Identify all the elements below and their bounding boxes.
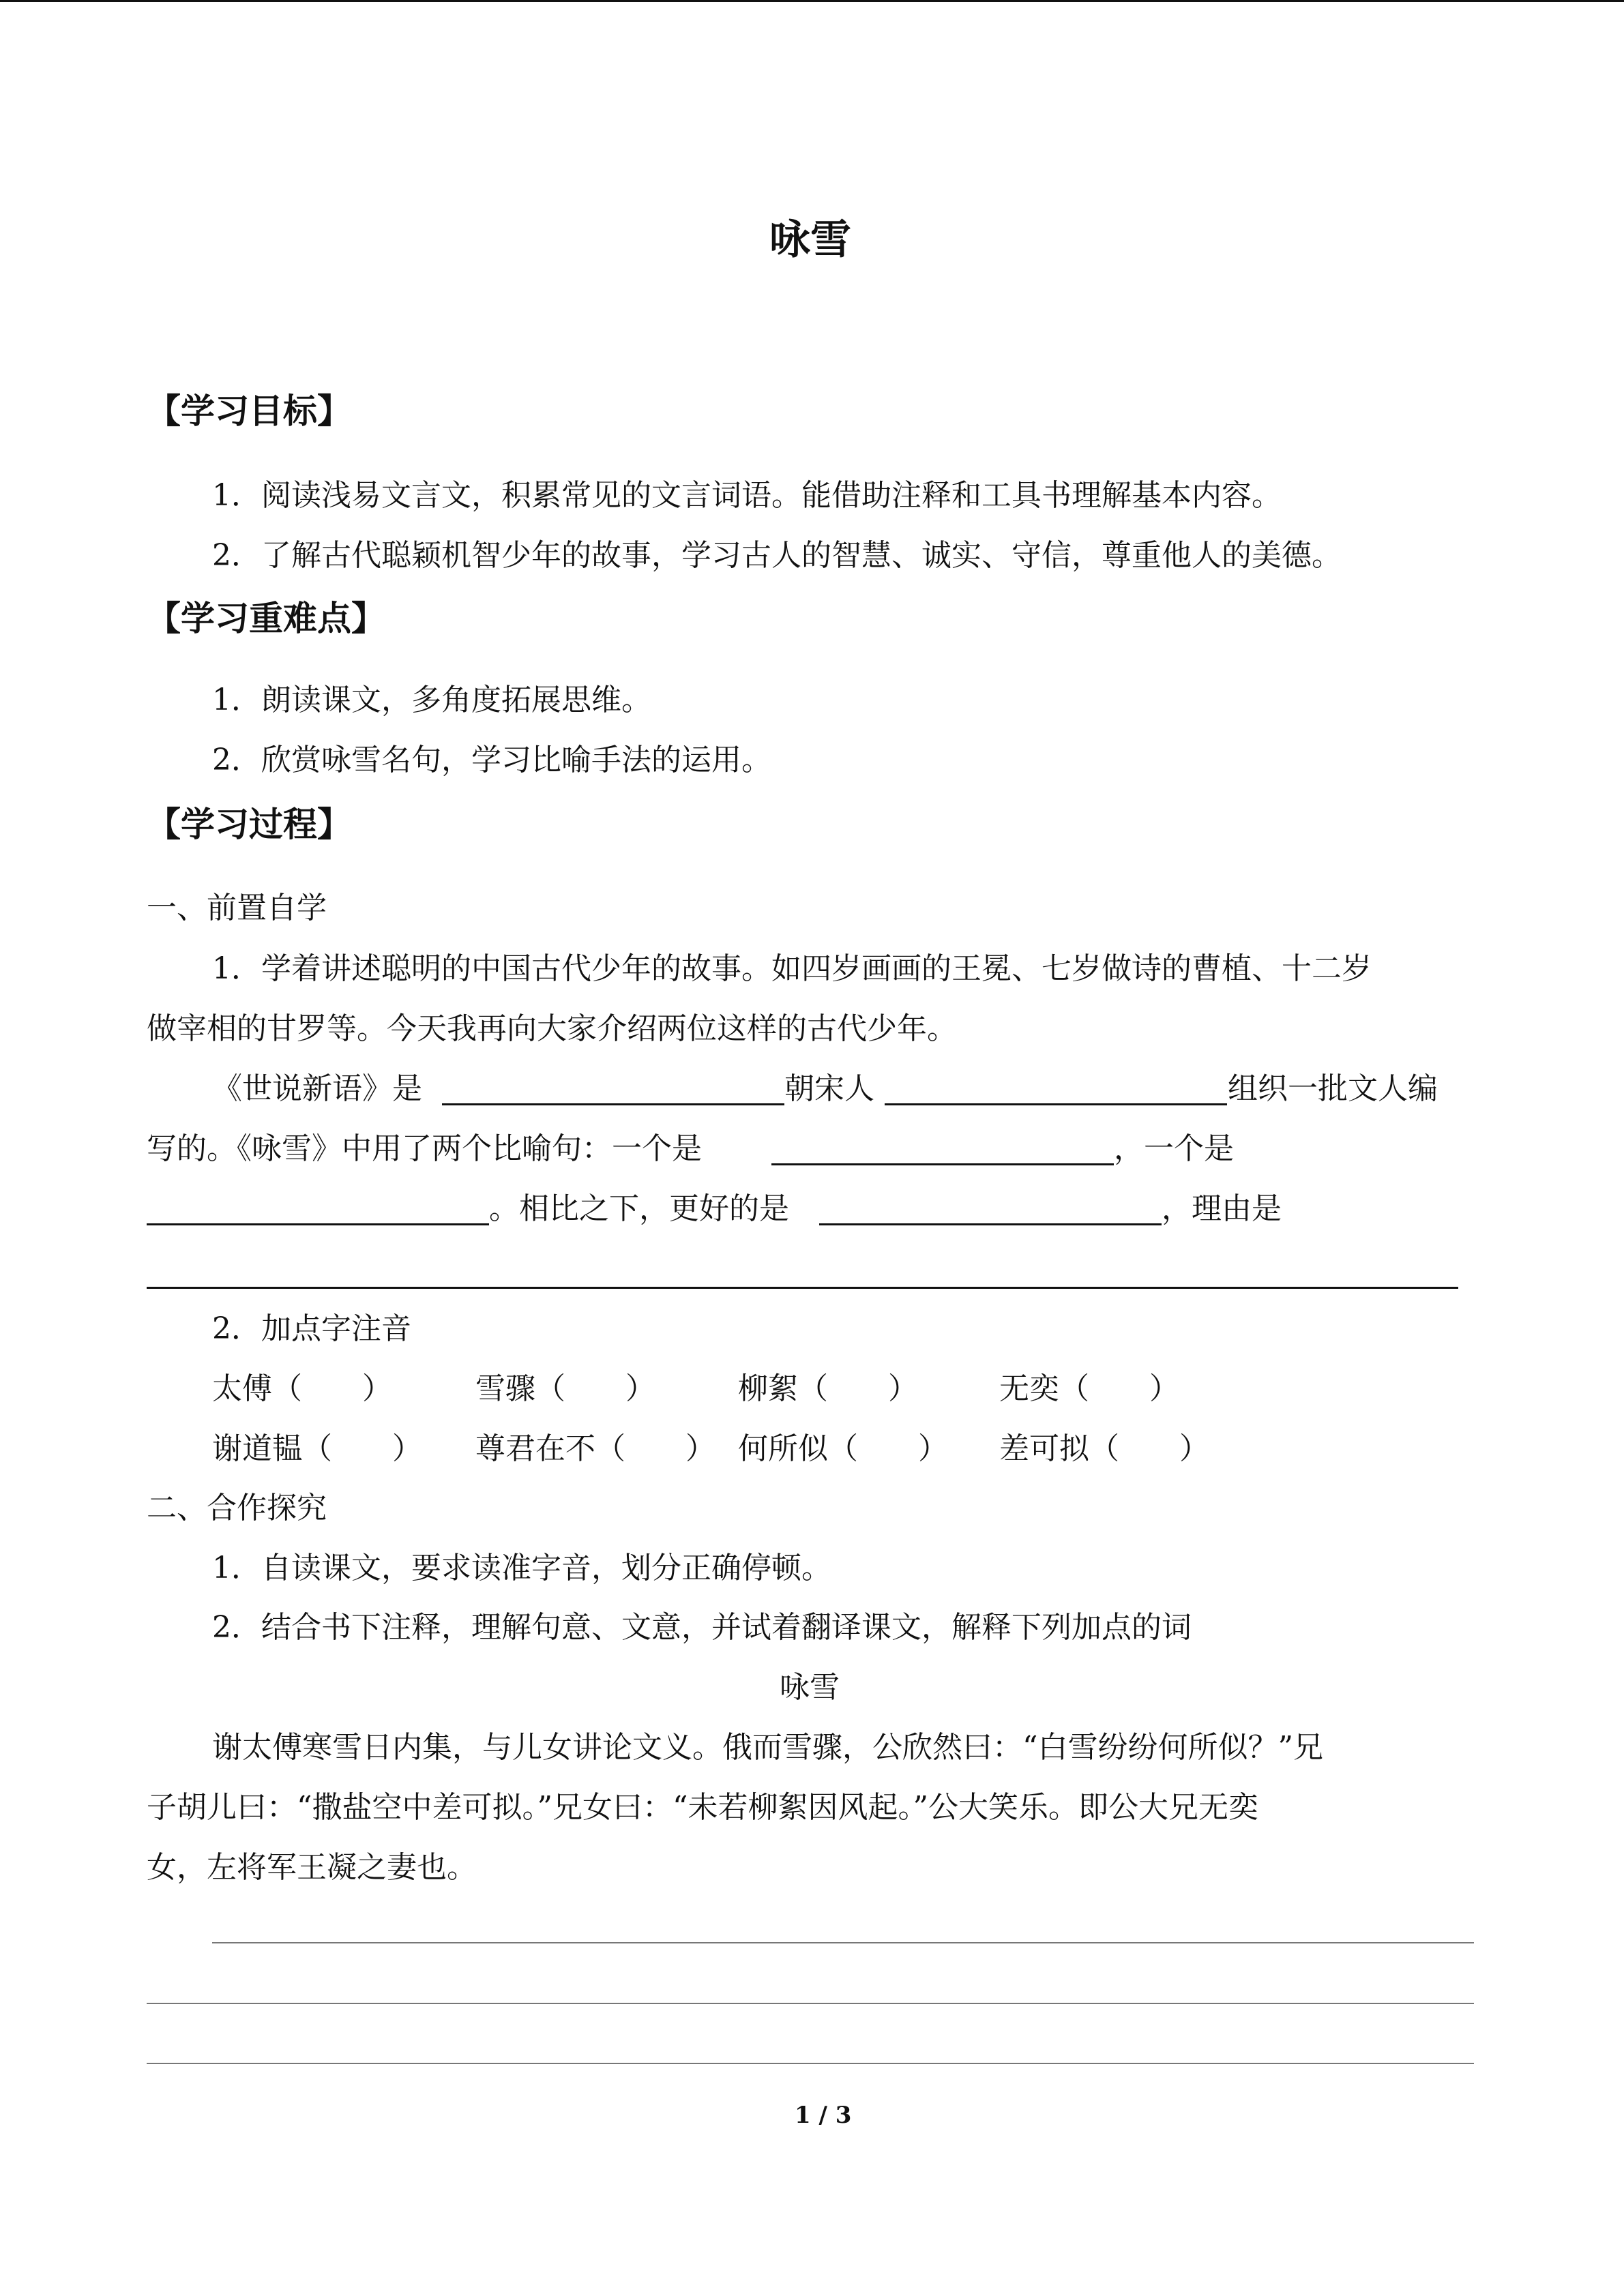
passage-title: 咏雪 xyxy=(780,1670,840,1705)
pinyin-item: 无奕（ ） xyxy=(999,1371,1179,1406)
fill-text-e: ，一个是 xyxy=(1114,1131,1234,1166)
objective-item: 1．阅读浅易文言文，积累常见的文言词语。能借助注释和工具书理解基本内容。 xyxy=(212,478,1282,513)
key-point-item: 2．欣赏咏雪名句，学习比喻手法的运用。 xyxy=(212,743,771,777)
section-heading-objectives: 【学习目标】 xyxy=(147,391,351,431)
pinyin-item: 差可拟（ ） xyxy=(999,1431,1209,1466)
fill-text-d: 写的。《咏雪》中用了两个比喻句：一个是 xyxy=(147,1131,702,1166)
part1-item1-line2: 做宰相的甘罗等。今天我再向大家介绍两位这样的古代少年。 xyxy=(147,1011,957,1046)
writing-line[interactable] xyxy=(212,1942,1474,1943)
fill-blank[interactable] xyxy=(442,1103,784,1105)
part1-item1-line1: 1．学着讲述聪明的中国古代少年的故事。如四岁画画的王冕、七岁做诗的曹植、十二岁 xyxy=(212,951,1372,986)
pinyin-item: 柳絮（ ） xyxy=(738,1371,918,1406)
part1-item2-heading: 2．加点字注音 xyxy=(212,1311,411,1346)
answer-blank-line[interactable] xyxy=(147,1287,1458,1289)
passage-line: 子胡儿曰：“撒盐空中差可拟。”兄女曰：“未若柳絮因风起。”公大笑乐。即公大兄无奕 xyxy=(147,1790,1258,1825)
page-title: 咏雪 xyxy=(769,216,851,264)
fill-text-f: 。相比之下，更好的是 xyxy=(489,1191,789,1226)
fill-blank[interactable] xyxy=(885,1103,1227,1105)
writing-line[interactable] xyxy=(147,2063,1474,2064)
key-point-item: 1．朗读课文，多角度拓展思维。 xyxy=(212,683,651,717)
fill-text-g: ，理由是 xyxy=(1162,1191,1282,1226)
passage-line: 女，左将军王凝之妻也。 xyxy=(147,1850,477,1885)
fill-blank[interactable] xyxy=(147,1223,489,1225)
part2-item2: 2．结合书下注释，理解句意、文意，并试着翻译课文，解释下列加点的词 xyxy=(212,1610,1192,1645)
section-heading-key-points: 【学习重难点】 xyxy=(147,599,385,638)
fill-text-c: 组织一批文人编 xyxy=(1228,1071,1438,1106)
page-number: 1 / 3 xyxy=(795,2102,852,2129)
passage-line: 谢太傅寒雪日内集，与儿女讲论文义。俄而雪骤，公欣然曰：“白雪纷纷何所似？”兄 xyxy=(212,1730,1323,1765)
fill-blank[interactable] xyxy=(771,1163,1114,1165)
objective-item: 2．了解古代聪颖机智少年的故事，学习古人的智慧、诚实、守信，尊重他人的美德。 xyxy=(212,538,1342,573)
fill-text-b: 朝宋人 xyxy=(784,1071,874,1106)
part1-heading: 一、前置自学 xyxy=(147,891,327,925)
pinyin-item: 何所似（ ） xyxy=(738,1431,948,1466)
pinyin-item: 尊君在不（ ） xyxy=(475,1431,715,1466)
pinyin-item: 雪骤（ ） xyxy=(475,1371,655,1406)
part2-item1: 1．自读课文，要求读准字音，划分正确停顿。 xyxy=(212,1551,831,1585)
part2-heading: 二、合作探究 xyxy=(147,1491,327,1525)
pinyin-item: 太傅（ ） xyxy=(212,1371,392,1406)
fill-blank[interactable] xyxy=(819,1223,1162,1225)
top-border xyxy=(0,0,1624,2)
fill-text-a: 《世说新语》是 xyxy=(212,1071,422,1106)
writing-line[interactable] xyxy=(147,2003,1474,2004)
section-heading-process: 【学习过程】 xyxy=(147,805,351,844)
pinyin-item: 谢道韫（ ） xyxy=(212,1431,422,1466)
